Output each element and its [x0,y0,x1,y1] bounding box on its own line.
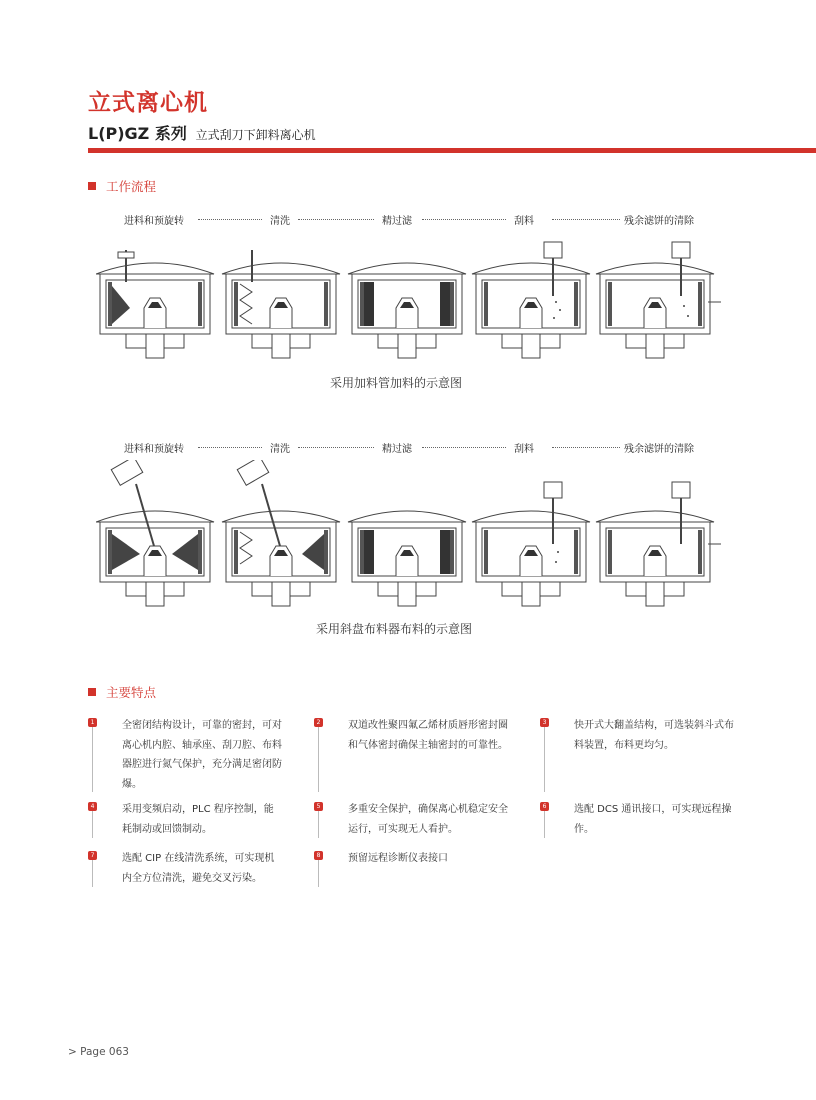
series-line [88,121,316,144]
feature-text: 预留远程诊断仪表接口 [348,853,448,864]
step-feed: 进料和预旋转 [124,216,184,227]
feature-item: 4 采用变频启动，PLC 程序控制，能耗制动或回馈制动。 [92,800,282,839]
feature-text: 双道改性聚四氟乙烯材质唇形密封圈和气体密封确保主轴密封的可靠性。 [348,720,508,751]
series-description: 立式刮刀下卸料离心机 [195,128,316,142]
step-connector [552,219,620,220]
feature-text: 选配 DCS 通讯接口，可实现远程操作。 [574,804,732,835]
step-connector [422,219,506,220]
step-connector [198,447,262,448]
section-marker-icon [88,688,96,696]
page-number: > Page 063 [68,1046,129,1058]
diagram-5 [596,242,721,358]
step-connector [298,219,374,220]
diagram-7 [222,460,340,606]
step-connector [198,219,262,220]
step-connector [298,447,374,448]
diagram-6 [96,460,214,606]
step-residual: 残余滤饼的清除 [624,216,694,227]
feature-item: 5 多重安全保护，确保离心机稳定安全运行，可实现无人看护。 [318,800,508,839]
header-divider [88,148,816,153]
feature-item: 6 选配 DCS 通讯接口，可实现远程操作。 [544,800,734,839]
step-wash: 清洗 [270,216,290,227]
series-name: L(P)GZ 系列 [88,124,187,143]
caption-disc-feed: 采用斜盘布料器布料的示意图 [316,622,473,636]
disc-feed-diagrams [96,460,721,610]
feature-item: 8 预留远程诊断仪表接口 [318,849,508,869]
step-wash: 清洗 [270,444,290,455]
workflow-heading [88,177,156,195]
diagram-8 [348,511,466,606]
feature-item: 2 双道改性聚四氟乙烯材质唇形密封圈和气体密封确保主轴密封的可靠性。 [318,716,508,755]
feature-item: 7 选配 CIP 在线清洗系统，可实现机内全方位清洗，避免交叉污染。 [92,849,282,888]
diagram-9 [472,482,590,606]
step-scrape: 刮料 [514,444,534,455]
diagram-4 [472,242,590,358]
diagram-3 [348,263,466,358]
diagram-10 [596,482,721,606]
feature-text: 全密闭结构设计，可靠的密封，可对离心机内腔、轴承座、刮刀腔、布料器腔进行氮气保护，充分满足密闭防爆。 [122,720,282,790]
pipe-feed-diagrams [96,236,721,366]
feature-text: 多重安全保护，确保离心机稳定安全运行，可实现无人看护。 [348,804,508,835]
feature-text: 采用变频启动，PLC 程序控制，能耗制动或回馈制动。 [122,804,274,835]
feature-item: 3 快开式大翻盖结构，可选装斜斗式布料装置，布料更均匀。 [544,716,734,755]
features-heading-text: 主要特点 [106,685,157,700]
diagram-1 [96,250,214,358]
step-filter: 精过滤 [382,444,412,455]
feature-text: 选配 CIP 在线清洗系统，可实现机内全方位清洗，避免交叉污染。 [122,853,275,884]
page-title: 立式离心机 [88,90,208,116]
features-heading [88,683,156,701]
section-marker-icon [88,182,96,190]
step-filter: 精过滤 [382,216,412,227]
step-connector [552,447,620,448]
diagram-2 [222,250,340,358]
step-connector [422,447,506,448]
step-residual: 残余滤饼的清除 [624,444,694,455]
workflow-heading-text: 工作流程 [106,179,157,194]
feature-item: 1 全密闭结构设计，可靠的密封，可对离心机内腔、轴承座、刮刀腔、布料器腔进行氮气保护，充分满足密闭防爆。 [92,716,282,794]
step-feed: 进料和预旋转 [124,444,184,455]
caption-pipe-feed: 采用加料管加料的示意图 [330,376,463,390]
feature-text: 快开式大翻盖结构，可选装斜斗式布料装置，布料更均匀。 [574,720,734,751]
step-scrape: 刮料 [514,216,534,227]
